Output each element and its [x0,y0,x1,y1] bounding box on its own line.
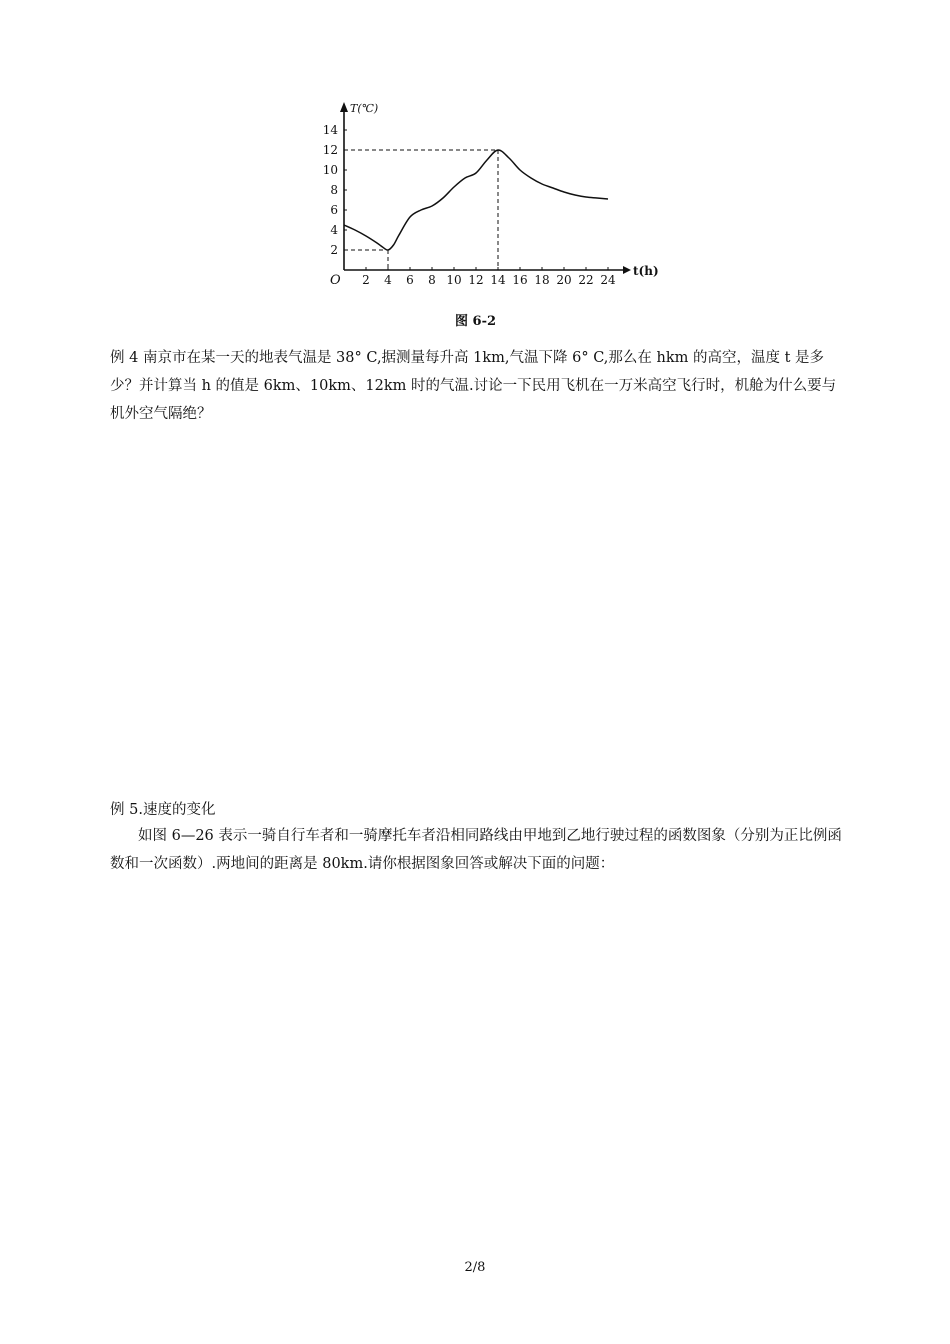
x-axis-arrow [623,266,631,274]
x-tick-label: 12 [468,273,484,287]
y-tick-label: 14 [322,123,338,137]
x-tick-label: 14 [490,273,506,287]
example-5-text: 如图 6—26 表示一骑自行车者和一骑摩托车者沿相同路线由甲地到乙地行驶过程的函数图象（分别为正比例函数和一次函数）.两地间的距离是 80km.请你根据图象回答或解决下面的问题： [110,828,842,872]
x-tick-label: 4 [384,273,392,287]
x-tick-label: 6 [406,273,414,287]
x-tick-label: 2 [362,273,370,287]
y-tick-label: 8 [330,183,338,197]
x-tick-label: 8 [428,273,436,287]
chart-svg [318,98,659,298]
page-number: 2/8 [464,1260,486,1275]
y-axis-arrow [340,102,348,112]
temperature-chart [318,98,659,298]
x-tick-label: 20 [556,273,572,287]
example-5-title: 例 5.速度的变化 [110,802,216,818]
x-axis-label: t(h) [633,264,659,278]
x-tick-label: 16 [512,273,528,287]
y-tick-label: 10 [322,163,338,177]
figure-caption: 图 6-2 [455,314,497,329]
y-tick-label: 2 [330,243,338,257]
y-tick-label: 12 [322,143,338,157]
example-4-text: 例 4 南京市在某一天的地表气温是 38° C,据测量每升高 1km,气温下降 6° C,那么在 hkm 的高空，温度 t 是多少？并计算当 h 的值是 6km、10km、12km 时的气温.讨论一下民用飞机在一万米高空飞行时，机舱为什么要与机外空气隔绝？ [110,350,837,422]
x-tick-label: 18 [534,273,550,287]
y-axis-label: T(℃) [350,102,379,115]
y-tick-label: 4 [330,223,338,237]
y-tick-label: 6 [330,203,338,217]
origin-label: O [330,273,341,288]
temperature-curve [344,150,608,250]
x-tick-label: 10 [446,273,462,287]
x-tick-label: 24 [600,273,616,287]
x-tick-label: 22 [578,273,594,287]
